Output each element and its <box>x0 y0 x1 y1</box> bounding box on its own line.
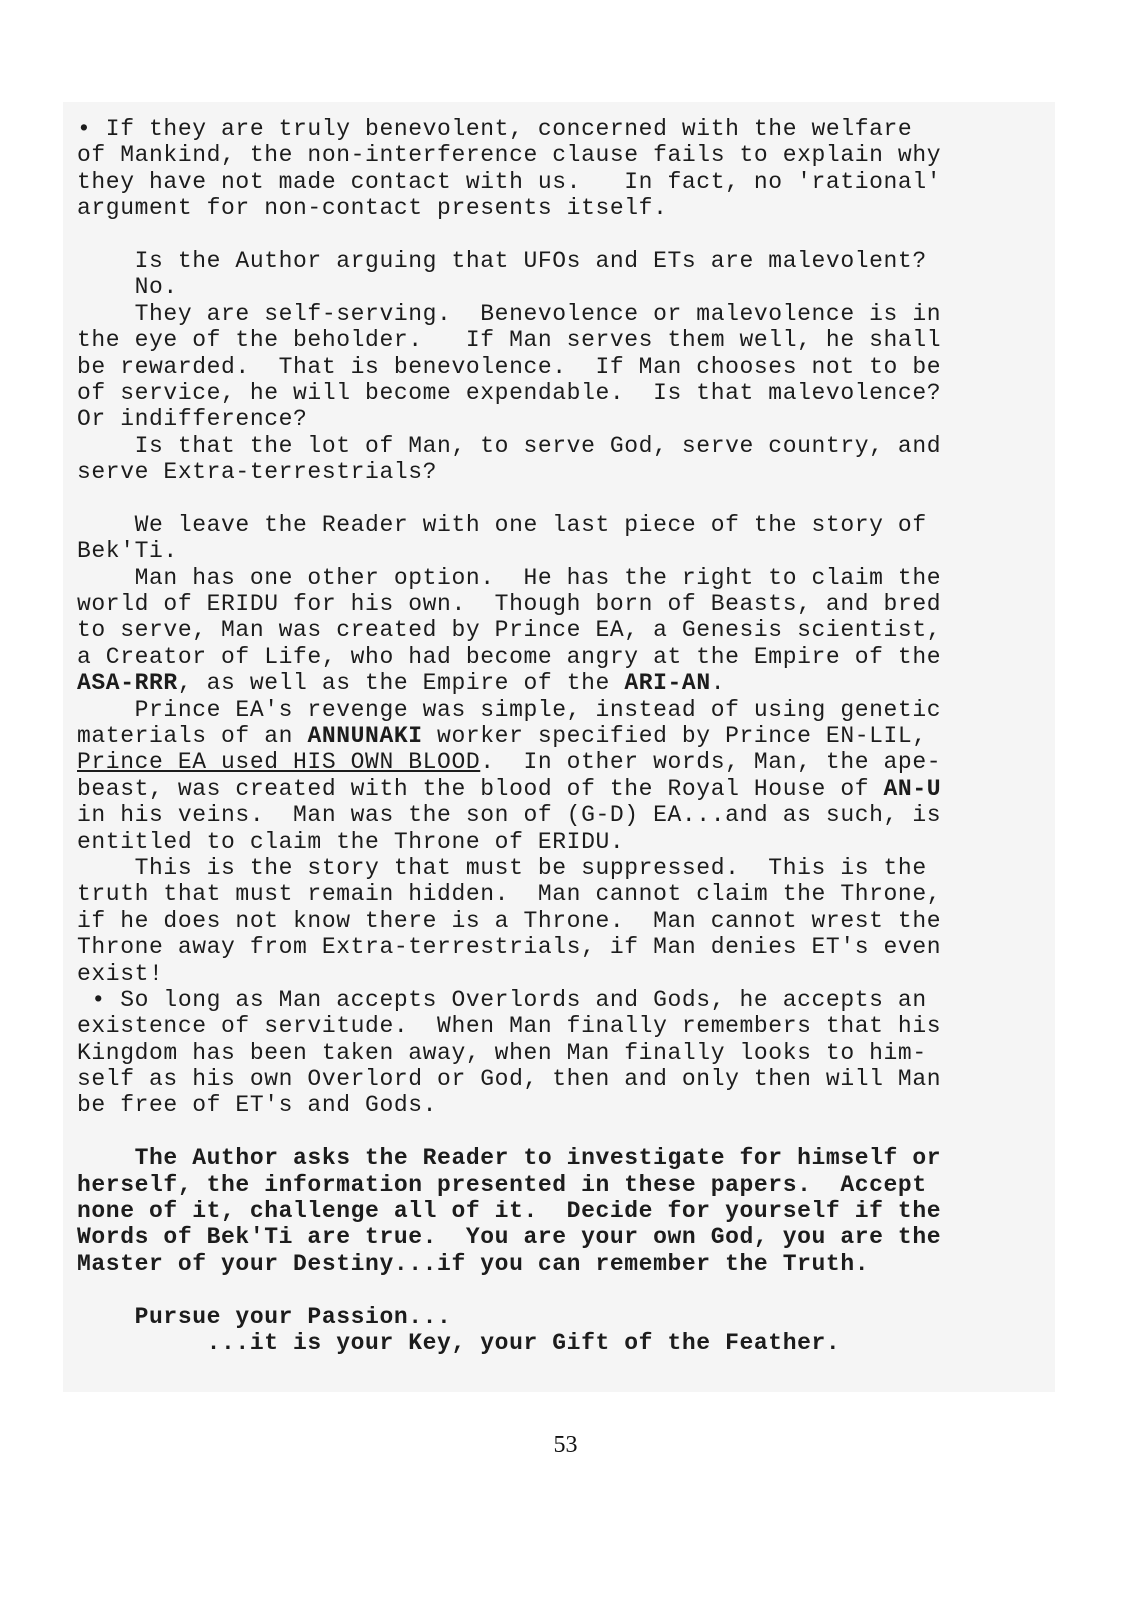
text-line: the eye of the beholder. If Man serves them well, he shall <box>77 327 942 354</box>
text-line: herself, the information presented in these papers. Accept <box>77 1171 927 1198</box>
text-line <box>77 670 1047 696</box>
text-line: none of it, challenge all of it. Decide for yourself if the <box>77 1198 942 1225</box>
text-line: a Creator of Life, who had become angry at the Empire of the <box>77 643 942 670</box>
text-line: serve Extra-terrestrials? <box>77 459 438 486</box>
text-line: of service, he will become expendable. Is that malevolence? <box>77 379 942 406</box>
text-line: Words of Bek'Ti are true. You are your own God, you are the <box>77 1224 942 1251</box>
text-line: We leave the Reader with one last piece of the story of <box>77 511 927 538</box>
paragraph-gap <box>77 1277 1047 1303</box>
bold-term-an-u: AN-U <box>883 775 942 802</box>
text-line: be free of ET's and Gods. <box>77 1092 438 1119</box>
bold-term-ari-an: ARI-AN <box>624 670 711 697</box>
text-line: Master of your Destiny...if you can remember the Truth. <box>77 1250 870 1277</box>
text-line: truth that must remain hidden. Man cannot claim the Throne, <box>77 881 942 908</box>
text-run: . In other words, Man, the ape- <box>480 749 942 776</box>
text-run: beast, was created with the blood of the Royal House of <box>77 775 884 802</box>
text-line: of Mankind, the non-interference clause fails to explain why <box>77 142 942 169</box>
bold-term-asa-rrr: ASA-RRR <box>77 670 178 697</box>
text-line: Is that the lot of Man, to serve God, serve country, and <box>77 432 942 459</box>
text-run: . <box>710 670 726 697</box>
text-run: worker specified by Prince EN-LIL, <box>422 722 927 749</box>
text-line: Pursue your Passion... <box>77 1303 452 1330</box>
text-line: world of ERIDU for his own. Though born of Beasts, and bred <box>77 591 942 618</box>
text-line: Bek'Ti. <box>77 538 178 565</box>
paragraph-gap <box>77 485 1047 511</box>
text-line: if he does not know there is a Throne. Man cannot wrest the <box>77 907 942 934</box>
text-line: No. <box>77 274 178 301</box>
closing-lines <box>77 1304 1047 1357</box>
text-run: , as well as the Empire of the <box>177 670 625 697</box>
text-line: The Author asks the Reader to investigate for himself or <box>77 1145 942 1172</box>
underlined-phrase: Prince EA used HIS OWN BLOOD <box>77 749 481 776</box>
text-line: to serve, Man was created by Prince EA, a Genesis scientist, <box>77 617 942 644</box>
text-line: self as his own Overlord or God, then and only then will Man <box>77 1066 942 1093</box>
text-line <box>77 723 1047 749</box>
bold-term-annunaki: ANNUNAKI <box>307 722 423 749</box>
text-line: Or indifference? <box>77 406 308 433</box>
text-run: materials of an <box>77 722 308 749</box>
text-line: ...it is your Key, your Gift of the Feather. <box>77 1329 841 1356</box>
paragraph-author-request <box>77 1145 1047 1277</box>
text-line: entitled to claim the Throne of ERIDU. <box>77 828 625 855</box>
text-line: Kingdom has been taken away, when Man finally looks to him- <box>77 1039 927 1066</box>
text-line <box>77 749 1047 775</box>
text-line: Prince EA's revenge was simple, instead of using genetic <box>77 696 942 723</box>
text-line <box>77 776 1047 802</box>
text-line: exist! <box>77 960 164 987</box>
text-line: Is the Author arguing that UFOs and ETs are malevolent? <box>77 247 927 274</box>
text-line: argument for non-contact presents itself. <box>77 195 668 222</box>
text-line: they have not made contact with us. In fact, no 'rational' <box>77 168 942 195</box>
text-line: • So long as Man accepts Overlords and Gods, he accepts an <box>77 986 927 1013</box>
text-line: existence of servitude. When Man finally remembers that his <box>77 1013 942 1040</box>
paragraph-story-of-bekti <box>77 512 1047 1119</box>
page-number: 53 <box>553 1432 578 1458</box>
text-line: Man has one other option. He has the right to claim the <box>77 564 942 591</box>
document-body <box>77 116 1047 1356</box>
text-line: in his veins. Man was the son of (G-D) EA...and as such, is <box>77 802 942 829</box>
text-line: They are self-serving. Benevolence or malevolence is in <box>77 300 942 327</box>
paragraph-benevolence-argument <box>77 116 1047 222</box>
text-line: be rewarded. That is benevolence. If Man chooses not to be <box>77 353 942 380</box>
text-line: This is the story that must be suppressed. This is the <box>77 854 927 881</box>
paragraph-gap <box>77 222 1047 248</box>
text-line: Throne away from Extra-terrestrials, if Man denies ET's even <box>77 934 942 961</box>
paragraph-gap <box>77 1119 1047 1145</box>
text-line: • If they are truly benevolent, concerned with the welfare <box>77 116 913 142</box>
paragraph-malevolence-question <box>77 248 1047 486</box>
